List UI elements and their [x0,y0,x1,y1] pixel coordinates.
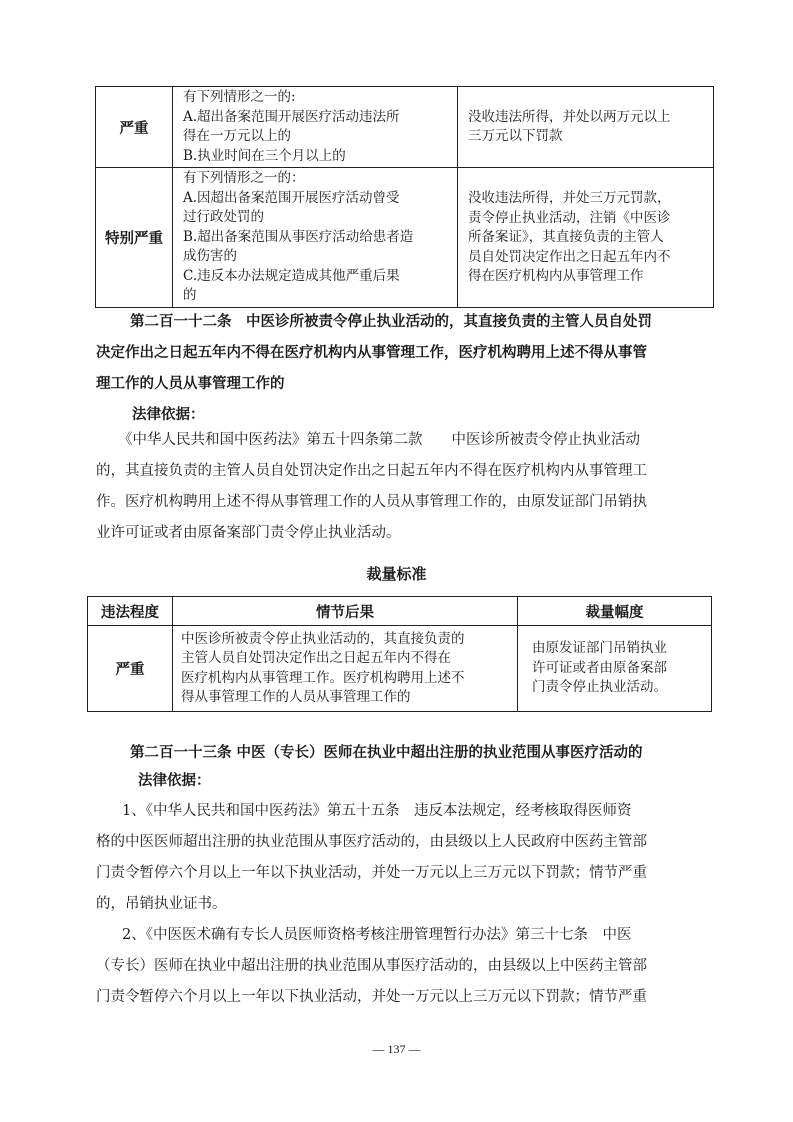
column-header: 裁量幅度 [518,597,712,626]
text-line: 许可证或者由原备案部 [532,659,667,676]
text-line: 三万元以下罚款 [468,128,563,144]
text-line: 员自处罚决定作出之日起五年内不 [468,248,671,265]
text-line: 得从事管理工作的人员从事管理工作的 [181,689,411,705]
text-line: 有下列情形之一的: [183,89,296,105]
penalty-cell [458,87,714,168]
text-line: 门责令停止执业活动。 [532,679,667,696]
text-line: 作。医疗机构聘用上述不得从事管理工作的人员从事管理工作的，由原发证部门吊销执 [96,494,647,510]
penalty-cell [518,626,712,712]
column-header: 情节后果 [173,597,518,626]
legal-basis-label: 法律依据： [138,773,211,789]
text-line: 得在医疗机构内从事管理工作 [468,268,644,284]
table-header-row [88,597,712,626]
text-line: A.超出备案范围开展医疗活动违法所 [183,108,400,125]
severity-level: 严重 [88,626,173,712]
text-line: （专长）医师在执业中超出注册的执业范围从事医疗活动的，由县级以上中医药主管部 [96,958,647,974]
text-line: 2、《中医医术确有专长人员医师资格考核注册管理暂行办法》第三十七条 中医 [122,927,632,943]
text-line: 的，吊销执业证书。 [96,896,227,912]
text-line: 门责令暂停六个月以上一年以下执业活动，并处一万元以上三万元以下罚款；情节严重 [96,865,647,881]
text-line: 门责令暂停六个月以上一年以下执业活动，并处一万元以上三万元以下罚款；情节严重 [96,989,647,1005]
column-header: 违法程度 [88,597,173,626]
text-line: 业许可证或者由原备案部门责令停止执业活动。 [96,525,401,541]
text-line: 医疗机构内从事管理工作。医疗机构聘用上述不 [181,669,465,686]
text-line: 中医诊所被责令停止执业活动的，其直接负责的 [181,630,465,647]
page-number: — 137 — [372,1042,421,1056]
text-line: 《中华人民共和国中医药法》第五十四条第二款 中医诊所被责令停止执业活动 [118,432,640,448]
text-line: 1、《中华人民共和国中医药法》第五十五条 违反本法规定，经考核取得医师资 [122,803,632,819]
circumstances-cell [173,168,458,308]
text-line: 主管人员自处罚决定作出之日起五年内不得在 [181,650,451,666]
text-line: 理工作的人员从事管理工作的 [96,376,285,392]
text-line: 的，其直接负责的主管人员自处罚决定作出之日起五年内不得在医疗机构内从事管理工 [96,463,647,479]
table-caption: 裁量标准 [366,565,427,583]
penalty-table-continued [95,86,714,308]
text-line: 有下列情形之一的： [183,170,305,186]
text-line: 没收违法所得，并处以两万元以上 [468,108,671,125]
article-212-title [96,307,702,400]
article-213-title: 第二百一十三条 中医（专长）医师在执业中超出注册的执业范围从事医疗活动的 [130,745,643,761]
text-line: 责令停止执业活动，注销《中医诊 [468,209,671,226]
text-line: 过行政处罚的 [183,209,264,225]
circumstances-cell [173,87,458,168]
text-line: B.执业时间在三个月以上的 [183,147,346,164]
text-line: 由原发证部门吊销执业 [532,640,667,657]
text-line: 成伤害的 [183,248,237,264]
text-line: B.超出备案范围从事医疗活动给患者造 [183,228,414,245]
penalty-cell [458,168,714,308]
table-row [96,168,714,308]
severity-level: 特别严重 [96,168,173,308]
text-line: 第二百一十二条 中医诊所被责令停止执业活动的，其直接负责的主管人员自处罚 [130,314,652,330]
article-213-basis [96,796,702,1013]
text-line: A.因超出备案范围开展医疗活动曾受 [183,189,400,206]
text-line: 决定作出之日起五年内不得在医疗机构内从事管理工作，医疗机构聘用上述不得从事管 [96,345,647,361]
table-row [88,626,712,712]
discretion-standard-table [87,596,712,712]
circumstances-cell [173,626,518,712]
table-row [96,87,714,168]
legal-basis-label: 法律依据： [132,407,205,423]
text-line: 格的中医医师超出注册的执业范围从事医疗活动的，由县级以上人民政府中医药主管部 [96,834,647,850]
article-212-basis [96,425,702,549]
text-line: 得在一万元以上的 [183,128,291,144]
text-line: 的 [183,287,197,303]
text-line: 没收违法所得，并处三万元罚款， [468,190,671,206]
text-line: 所备案证》，其直接负责的主管人 [468,229,664,245]
severity-level: 严重 [96,87,173,168]
text-line: C.违反本办法规定造成其他严重后果 [183,267,400,284]
